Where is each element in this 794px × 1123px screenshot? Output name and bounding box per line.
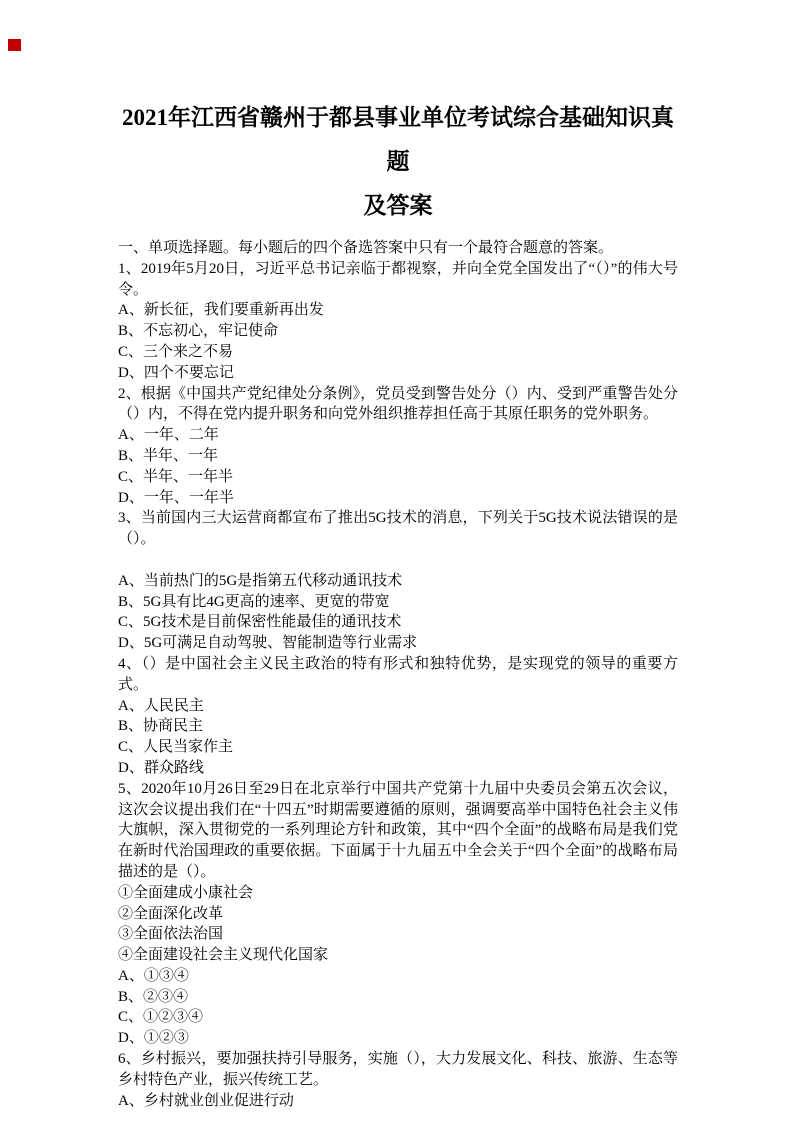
question-option: B、不忘初心，牢记使命 — [118, 323, 279, 340]
question-block — [118, 1049, 678, 1111]
document-body — [118, 238, 678, 1111]
question-option: A、新长征，我们要重新再出发 — [118, 302, 324, 319]
question-stem: 2、根据《中国共产党纪律处分条例》，党员受到警告处分（）内、受到严重警告处分（）内，不得在党内提升职务和向党外组织推荐担任高于其原任职务的党外职务。 — [118, 385, 678, 423]
question-stem: 6、乡村振兴，要加强扶持引导服务，实施（），大力发展文化、科技、旅游、生态等乡村特色产业，振兴传统工艺。 — [118, 1051, 678, 1088]
question-option: A、乡村就业创业促进行动 — [118, 1092, 294, 1109]
question-option: A、当前热门的5G是指第五代移动通讯技术 — [118, 572, 403, 589]
question-option: A、一年、二年 — [118, 427, 219, 444]
question-block — [118, 654, 678, 779]
question-option: C、人民当家作主 — [118, 739, 234, 756]
question-subitem: ④全面建设社会主义现代化国家 — [118, 947, 329, 964]
document-title-line2: 及答案 — [363, 193, 433, 218]
document-title — [118, 96, 678, 228]
document-title-line1: 2021年江西省赣州于都县事业单位考试综合基础知识真题 — [122, 105, 674, 174]
question-option: D、5G可满足自动驾驶、智能制造等行业需求 — [118, 635, 418, 652]
question-stem: 3、当前国内三大运营商都宣布了推出5G技术的消息，下列关于5G技术说法错误的是（）。 — [118, 510, 678, 548]
question-subitem: ③全面依法治国 — [118, 926, 224, 943]
question-option: B、②③④ — [118, 988, 189, 1005]
question-subitem: ①全面建成小康社会 — [118, 884, 254, 901]
question-block — [118, 508, 678, 654]
question-option: C、半年、一年半 — [118, 468, 234, 485]
question-stem: 5、2020年10月26日至29日在北京举行中国共产党第十九届中央委员会第五次会议，这次会议提出我们在“十四五”时期需要遵循的原则，强调要高举中国特色社会主义伟大旗帜，深入贯彻党的一系列理论方针和政策，其中“四个全面”的战略布局是我们党在新时代治国理政的重要依据。下面属于十九届五中全会关于“四个全面”的战略布局描述的是（）。 — [118, 780, 678, 880]
question-list — [118, 259, 678, 1112]
question-option: D、①②③ — [118, 1030, 189, 1047]
question-option: B、协商民主 — [118, 718, 204, 735]
document-content — [118, 0, 678, 1111]
question-block — [118, 259, 678, 384]
blank-line — [118, 550, 678, 571]
question-option: D、群众路线 — [118, 759, 204, 776]
question-option: B、5G具有比4G更高的速率、更宽的带宽 — [118, 593, 390, 610]
question-option: B、半年、一年 — [118, 447, 219, 464]
question-option: C、三个来之不易 — [118, 343, 234, 360]
question-option: A、①③④ — [118, 967, 189, 984]
question-option: A、人民民主 — [118, 697, 204, 714]
red-watermark — [8, 39, 21, 51]
question-option: D、四个不要忘记 — [118, 364, 234, 381]
question-option: C、5G技术是目前保密性能最佳的通讯技术 — [118, 614, 402, 631]
question-option: C、①②③④ — [118, 1009, 204, 1026]
question-subitem: ②全面深化改革 — [118, 905, 224, 922]
question-stem: 4、（）是中国社会主义民主政治的特有形式和独特优势，是实现党的领导的重要方式。 — [118, 655, 678, 693]
question-block — [118, 384, 678, 509]
section-instruction: 一、单项选择题。每小题后的四个备选答案中只有一个最符合题意的答案。 — [118, 240, 614, 256]
question-block — [118, 779, 678, 1049]
question-option: D、一年、一年半 — [118, 489, 234, 506]
question-stem: 1、2019年5月20日，习近平总书记亲临于都视察，并向全党全国发出了“（）”的伟大号令。 — [118, 260, 678, 298]
